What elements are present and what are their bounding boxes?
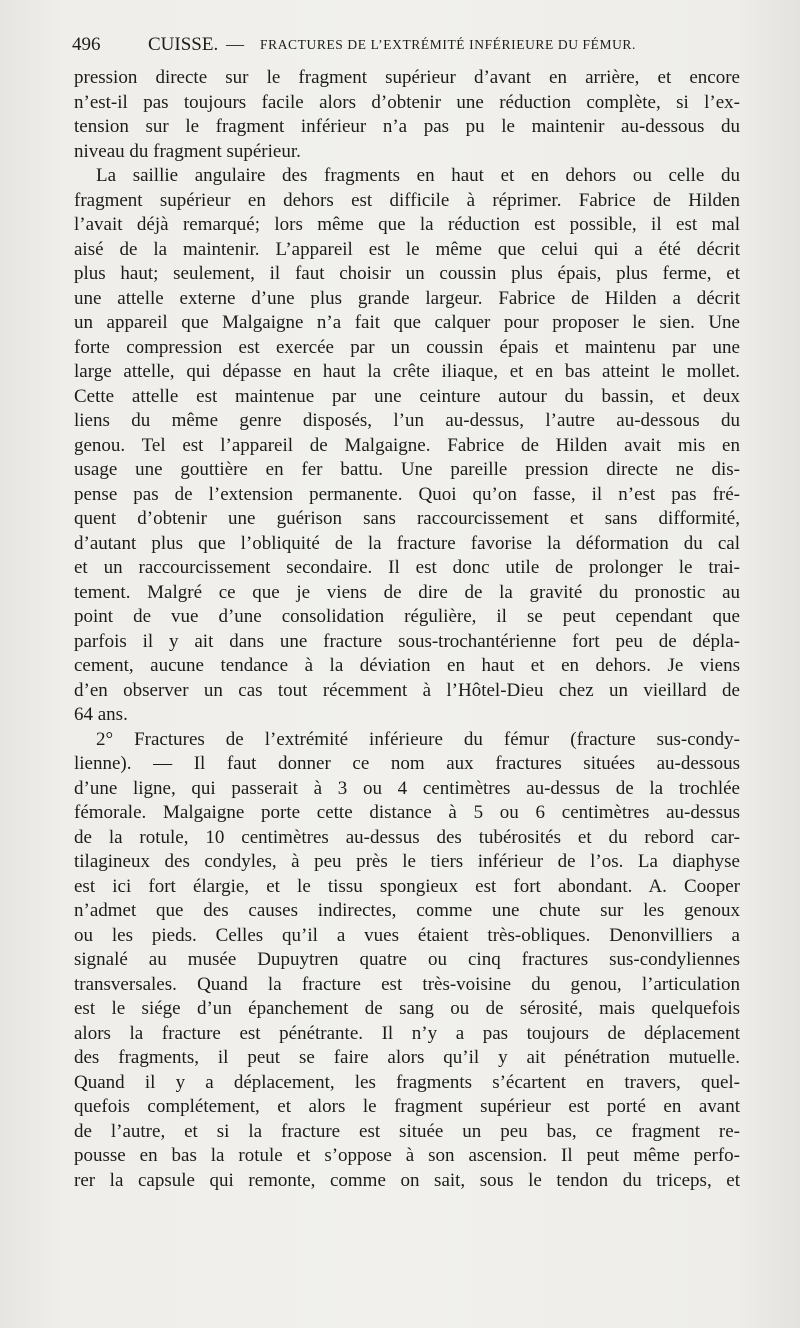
text-line: aisé de la maintenir. L’appareil est le même que celui qui a été décrit bbox=[74, 238, 740, 260]
text-line: transversales. Quand la fracture est très-voisine du genou, l’articulation bbox=[74, 973, 740, 995]
text-line: l’avait déjà remarqué; lors même que la réduction est possible, il est mal bbox=[74, 214, 740, 235]
text-line: large attelle, qui dépasse en haut la crête iliaque, et en bas atteint le mollet. bbox=[74, 361, 740, 382]
text-line: une attelle externe d’une plus grande largeur. Fabrice de Hilden a décrit bbox=[74, 287, 740, 309]
page-number: 496 bbox=[72, 34, 101, 55]
text-line: ou les pieds. Celles qu’il a vues étaient très-obliques. Denonvilliers a bbox=[74, 924, 740, 946]
section-title: CUISSE. bbox=[148, 34, 219, 55]
text-line: quefois complétement, et alors le fragment supérieur est porté en avant bbox=[74, 1096, 740, 1117]
text-line: est le siége d’un épanchement de sang ou de sérosité, mais quelquefois bbox=[74, 998, 740, 1019]
text-line: plus haut; seulement, il faut choisir un coussin plus épais, plus ferme, et bbox=[74, 263, 740, 284]
text-line: Quand il y a déplacement, les fragments s’écartent en travers, quel- bbox=[74, 1071, 740, 1093]
text-line: est ici fort élargie, et le tissu spongieux est fort abondant. A. Cooper bbox=[74, 875, 740, 897]
header-dash: — bbox=[226, 34, 244, 54]
text-line: fragment supérieur en dehors est difficile à réprimer. Fabrice de Hilden bbox=[74, 189, 740, 211]
text-line: niveau du fragment supérieur. bbox=[74, 140, 301, 162]
text-line: genou. Tel est l’appareil de Malgaigne. Fabrice de Hilden avait mis en bbox=[74, 434, 740, 456]
text-line: usage une gouttière en fer battu. Une pareille pression directe ne dis- bbox=[74, 459, 740, 480]
text-line: pression directe sur le fragment supérieur d’avant en arrière, et encore bbox=[74, 67, 740, 88]
text-line: tilagineux des condyles, à peu près le tiers inférieur de l’os. La diaphyse bbox=[74, 851, 740, 872]
text-line: Cette attelle est maintenue par une ceinture autour du bassin, et deux bbox=[74, 385, 740, 407]
text-line: des fragments, il peut se faire alors qu’il y ait pénétration mutuelle. bbox=[74, 1047, 740, 1068]
subsection-start-line: 2° Fractures de l’extrémité inférieure du fémur (fracture sus-condy- bbox=[96, 728, 740, 750]
running-head bbox=[72, 34, 752, 60]
text-line: n’est-il pas toujours facile alors d’obtenir une réduction complète, si l’ex- bbox=[74, 91, 740, 113]
text-line: point de vue d’une consolidation régulière, il se peut cependant que bbox=[74, 606, 740, 627]
text-line: d’autant plus que l’obliquité de la fracture favorise la déformation du cal bbox=[74, 532, 740, 554]
text-line: liens du même genre disposés, l’un au-dessus, l’autre au-dessous du bbox=[74, 410, 740, 431]
text-line: forte compression est exercée par un coussin épais et maintenu par une bbox=[74, 336, 740, 358]
text-line: signalé au musée Dupuytren quatre ou cinq fractures sus-condyliennes bbox=[74, 949, 740, 970]
text-line: un appareil que Malgaigne n’a fait que calquer pour proposer le sien. Une bbox=[74, 312, 740, 333]
text-line: cement, aucune tendance à la déviation en haut et en dehors. Je viens bbox=[74, 655, 740, 676]
header-subject: FRACTURES DE L’EXTRÉMITÉ INFÉRIEURE DU FÉMUR. bbox=[260, 37, 637, 52]
text-line: lienne). — Il faut donner ce nom aux fractures situées au-dessous bbox=[74, 753, 740, 774]
text-line: 64 ans. bbox=[74, 704, 128, 725]
text-line: tension sur le fragment inférieur n’a pas pu le maintenir au-dessous du bbox=[74, 116, 740, 137]
text-line: de la rotule, 10 centimètres au-dessus des tubérosités et du rebord car- bbox=[74, 826, 740, 848]
text-line: alors la fracture est pénétrante. Il n’y a pas toujours de déplacement bbox=[74, 1022, 740, 1044]
text-line: n’admet que des causes indirectes, comme une chute sur les genoux bbox=[74, 900, 740, 921]
text-line: tement. Malgré ce que je viens de dire de la gravité du pronostic au bbox=[74, 581, 740, 603]
text-line: pense pas de l’extension permanente. Quoi qu’on fasse, il n’est pas fré- bbox=[74, 483, 740, 505]
text-line: et un raccourcissement secondaire. Il est donc utile de prolonger le trai- bbox=[74, 557, 740, 578]
text-line: de l’autre, et si la fracture est située un peu bas, ce fragment re- bbox=[74, 1120, 740, 1142]
body-text bbox=[74, 66, 740, 1193]
text-line: d’en observer un cas tout récemment à l’Hôtel-Dieu chez un vieillard de bbox=[74, 679, 740, 701]
text-line: d’une ligne, qui passerait à 3 ou 4 centimètres au-dessus de la trochlée bbox=[74, 777, 740, 799]
text-line: pousse en bas la rotule et s’oppose à son ascension. Il peut même perfo- bbox=[74, 1145, 740, 1166]
text-line: rer la capsule qui remonte, comme on sait, sous le tendon du triceps, et bbox=[74, 1169, 740, 1191]
text-line: parfois il y ait dans une fracture sous-trochantérienne fort peu de dépla- bbox=[74, 630, 740, 652]
paragraph-start-line: La saillie angulaire des fragments en haut et en dehors ou celle du bbox=[96, 165, 740, 186]
text-line: quent d’obtenir une guérison sans raccourcissement et sans difformité, bbox=[74, 508, 740, 529]
text-line: fémorale. Malgaigne porte cette distance à 5 ou 6 centimètres au-dessus bbox=[74, 802, 740, 823]
